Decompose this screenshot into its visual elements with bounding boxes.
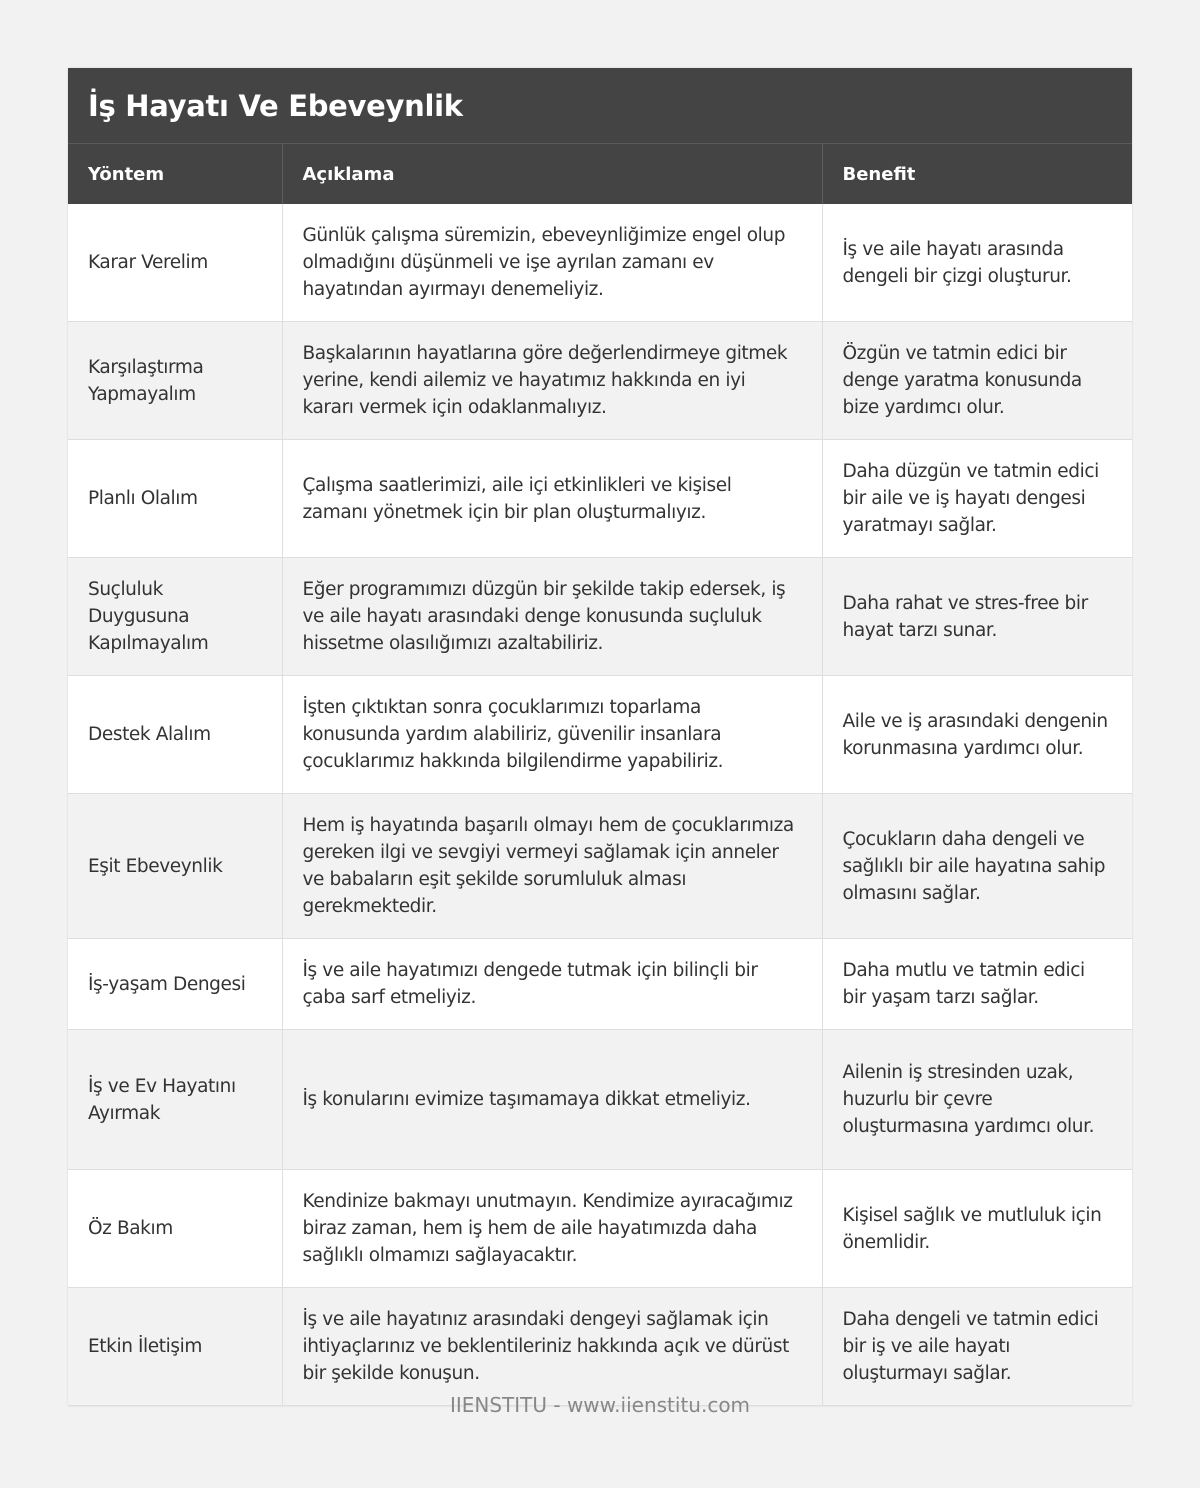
column-header-benefit: Benefit xyxy=(822,144,1132,204)
table-row xyxy=(68,1170,1132,1288)
description-cell: İşten çıktıktan sonra çocuklarımızı toparlama konusunda yardım alabiliriz, güvenilir insanlara çocuklarımız hakkında bilgilendirme yapabiliriz. xyxy=(282,676,822,794)
table-row xyxy=(68,939,1132,1030)
description-cell: Hem iş hayatında başarılı olmayı hem de çocuklarımıza gereken ilgi ve sevgiyi vermeyi sağlamak için anneler ve babaların eşit şekilde sorumluluk alması gerekmektedir. xyxy=(282,794,822,939)
method-cell: Eşit Ebeveynlik xyxy=(68,794,282,939)
table-row xyxy=(68,558,1132,676)
benefit-cell: Daha düzgün ve tatmin edici bir aile ve iş hayatı dengesi yaratmayı sağlar. xyxy=(822,440,1132,558)
benefit-cell: Çocukların daha dengeli ve sağlıklı bir aile hayatına sahip olmasını sağlar. xyxy=(822,794,1132,939)
benefit-cell: Ailenin iş stresinden uzak, huzurlu bir çevre oluşturmasına yardımcı olur. xyxy=(822,1030,1132,1170)
table-card xyxy=(68,68,1132,1406)
table-row xyxy=(68,322,1132,440)
description-cell: Çalışma saatlerimizi, aile içi etkinlikleri ve kişisel zamanı yönetmek için bir plan oluşturmalıyız. xyxy=(282,440,822,558)
benefit-cell: Daha rahat ve stres-free bir hayat tarzı sunar. xyxy=(822,558,1132,676)
benefit-cell: Aile ve iş arasındaki dengenin korunmasına yardımcı olur. xyxy=(822,676,1132,794)
info-table xyxy=(68,144,1132,1406)
description-cell: Eğer programımızı düzgün bir şekilde takip edersek, iş ve aile hayatı arasındaki denge konusunda suçluluk hissetme olasılığımızı azaltabiliriz. xyxy=(282,558,822,676)
method-cell: İş-yaşam Dengesi xyxy=(68,939,282,1030)
column-header-description: Açıklama xyxy=(282,144,822,204)
method-cell: Karşılaştırma Yapmayalım xyxy=(68,322,282,440)
table-row xyxy=(68,794,1132,939)
method-cell: Destek Alalım xyxy=(68,676,282,794)
benefit-cell: Daha mutlu ve tatmin edici bir yaşam tarzı sağlar. xyxy=(822,939,1132,1030)
benefit-cell: Kişisel sağlık ve mutluluk için önemlidir. xyxy=(822,1170,1132,1288)
title-bar xyxy=(68,68,1132,144)
footer-credit: IIENSTITU - www.iienstitu.com xyxy=(449,1393,751,1417)
method-cell: Etkin İletişim xyxy=(68,1288,282,1406)
column-header-method: Yöntem xyxy=(68,144,282,204)
method-cell: Suçluluk Duygusuna Kapılmayalım xyxy=(68,558,282,676)
benefit-cell: İş ve aile hayatı arasında dengeli bir çizgi oluşturur. xyxy=(822,204,1132,322)
method-cell: Planlı Olalım xyxy=(68,440,282,558)
table-header-row xyxy=(68,144,1132,204)
method-cell: Karar Verelim xyxy=(68,204,282,322)
description-cell: İş ve aile hayatımızı dengede tutmak için bilinçli bir çaba sarf etmeliyiz. xyxy=(282,939,822,1030)
table-row xyxy=(68,1030,1132,1170)
table-row xyxy=(68,676,1132,794)
table-row xyxy=(68,204,1132,322)
description-cell: Günlük çalışma süremizin, ebeveynliğimize engel olup olmadığını düşünmeli ve işe ayrılan zamanı ev hayatından ayırmayı denemeliyiz. xyxy=(282,204,822,322)
description-cell: Kendinize bakmayı unutmayın. Kendimize ayıracağımız biraz zaman, hem iş hem de aile hayatımızda daha sağlıklı olmamızı sağlayacaktır. xyxy=(282,1170,822,1288)
description-cell: İş ve aile hayatınız arasındaki dengeyi sağlamak için ihtiyaçlarınız ve beklentileriniz hakkında açık ve dürüst bir şekilde konuşun. xyxy=(282,1288,822,1406)
benefit-cell: Özgün ve tatmin edici bir denge yaratma konusunda bize yardımcı olur. xyxy=(822,322,1132,440)
method-cell: Öz Bakım xyxy=(68,1170,282,1288)
description-cell: Başkalarının hayatlarına göre değerlendirmeye gitmek yerine, kendi ailemiz ve hayatımız hakkında en iyi kararı vermek için odaklanmalıyız. xyxy=(282,322,822,440)
page-title: İş Hayatı Ve Ebeveynlik xyxy=(88,88,463,123)
table-row xyxy=(68,440,1132,558)
benefit-cell: Daha dengeli ve tatmin edici bir iş ve aile hayatı oluşturmayı sağlar. xyxy=(822,1288,1132,1406)
method-cell: İş ve Ev Hayatını Ayırmak xyxy=(68,1030,282,1170)
table-row xyxy=(68,1288,1132,1406)
description-cell: İş konularını evimize taşımamaya dikkat etmeliyiz. xyxy=(282,1030,822,1170)
